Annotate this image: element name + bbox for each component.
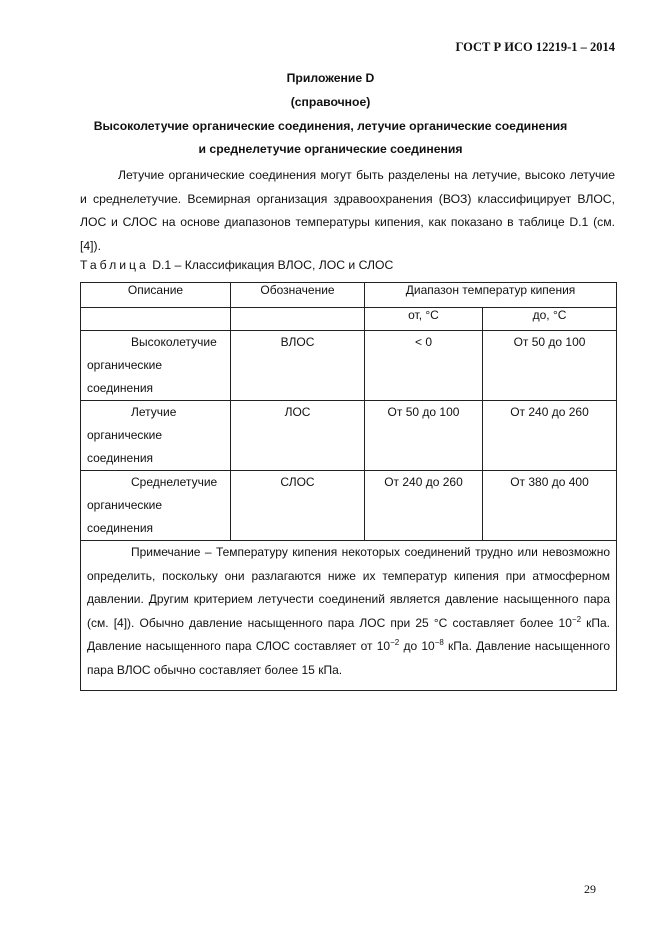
table-row [81, 401, 617, 471]
col-header-range: Диапазон температур кипения [365, 283, 617, 308]
col-header-designation-empty [231, 308, 365, 331]
row-to: От 240 до 260 [483, 401, 617, 471]
page-number: 29 [584, 882, 596, 896]
row-description-line1: Летучие органические [87, 405, 177, 442]
row-from: От 240 до 260 [365, 471, 483, 541]
row-description-rest: органические соединения [87, 498, 163, 535]
note-exponent-3: −8 [434, 638, 444, 647]
row-designation: ВЛОС [231, 331, 365, 401]
table-caption-prefix: Таблица [80, 258, 149, 272]
row-designation: ЛОС [231, 401, 365, 471]
col-header-description-empty [81, 308, 231, 331]
row-from: < 0 [365, 331, 483, 401]
row-description-line1: Среднелетучие [131, 475, 218, 489]
intro-text: Летучие органические соединения могут быть разделены на летучие, высоко летучие и среднелетучие. Всемирная организация здравоохранения (ВОЗ) классифицирует ВЛОС, ЛОС и СЛОС на основе диапазонов температуры кипения, как показано в таблице D.1 (см. [4]). [80, 168, 615, 253]
row-description [81, 471, 231, 541]
row-description-rest: органические соединения [87, 358, 163, 395]
appendix-heading-line1: Высоколетучие органические соединения, летучие органические соединения [93, 119, 568, 133]
appendix-title: Приложение D [286, 71, 375, 85]
table-caption [80, 258, 393, 272]
note-text-3: до 10 [399, 639, 435, 653]
note-exponent-1: −2 [571, 614, 582, 624]
table-caption-text: D.1 – Классификация ВЛОС, ЛОС и СЛОС [152, 258, 394, 272]
col-header-from: от, °С [365, 308, 483, 331]
classification-table [80, 282, 617, 691]
row-to: От 50 до 100 [483, 331, 617, 401]
table-row [81, 331, 617, 401]
note-exponent-2: −2 [390, 638, 400, 647]
row-description-rest: соединения [87, 451, 154, 465]
note-text-2: кПа. Давление насыщенного пара СЛОС составляет от 10 [87, 615, 611, 653]
col-header-to: до, °С [483, 308, 617, 331]
row-description-line1: Высоколетучие [131, 335, 217, 349]
document-header-standard: ГОСТ Р ИСО 12219-1 – 2014 [455, 40, 615, 54]
row-description [81, 401, 231, 471]
row-from: От 50 до 100 [365, 401, 483, 471]
table-note-row [81, 541, 617, 691]
col-header-designation: Обозначение [231, 283, 365, 308]
row-designation: СЛОС [231, 471, 365, 541]
intro-paragraph [80, 164, 615, 258]
appendix-heading-line2: и среднелетучие органические соединения [198, 142, 463, 156]
row-description [81, 331, 231, 401]
note-text-1: Примечание – Температуру кипения некоторых соединений трудно или невозможно определить, поскольку они разлагаются ниже их температур кипения при атмосферном давлении. Другим критерием летучести соединений является давление насыщенного пара (см. [4]). Обычно давление насыщенного пара ЛОС при 25 °С составляет более 10 [87, 545, 611, 630]
appendix-kind: (справочное) [290, 95, 371, 109]
table-note [81, 541, 617, 691]
note-text-4: кПа. Давление насыщенного пара ВЛОС обычно составляет более 15 кПа. [87, 639, 610, 677]
table-row [81, 471, 617, 541]
col-header-description: Описание [81, 283, 231, 308]
row-to: От 380 до 400 [483, 471, 617, 541]
